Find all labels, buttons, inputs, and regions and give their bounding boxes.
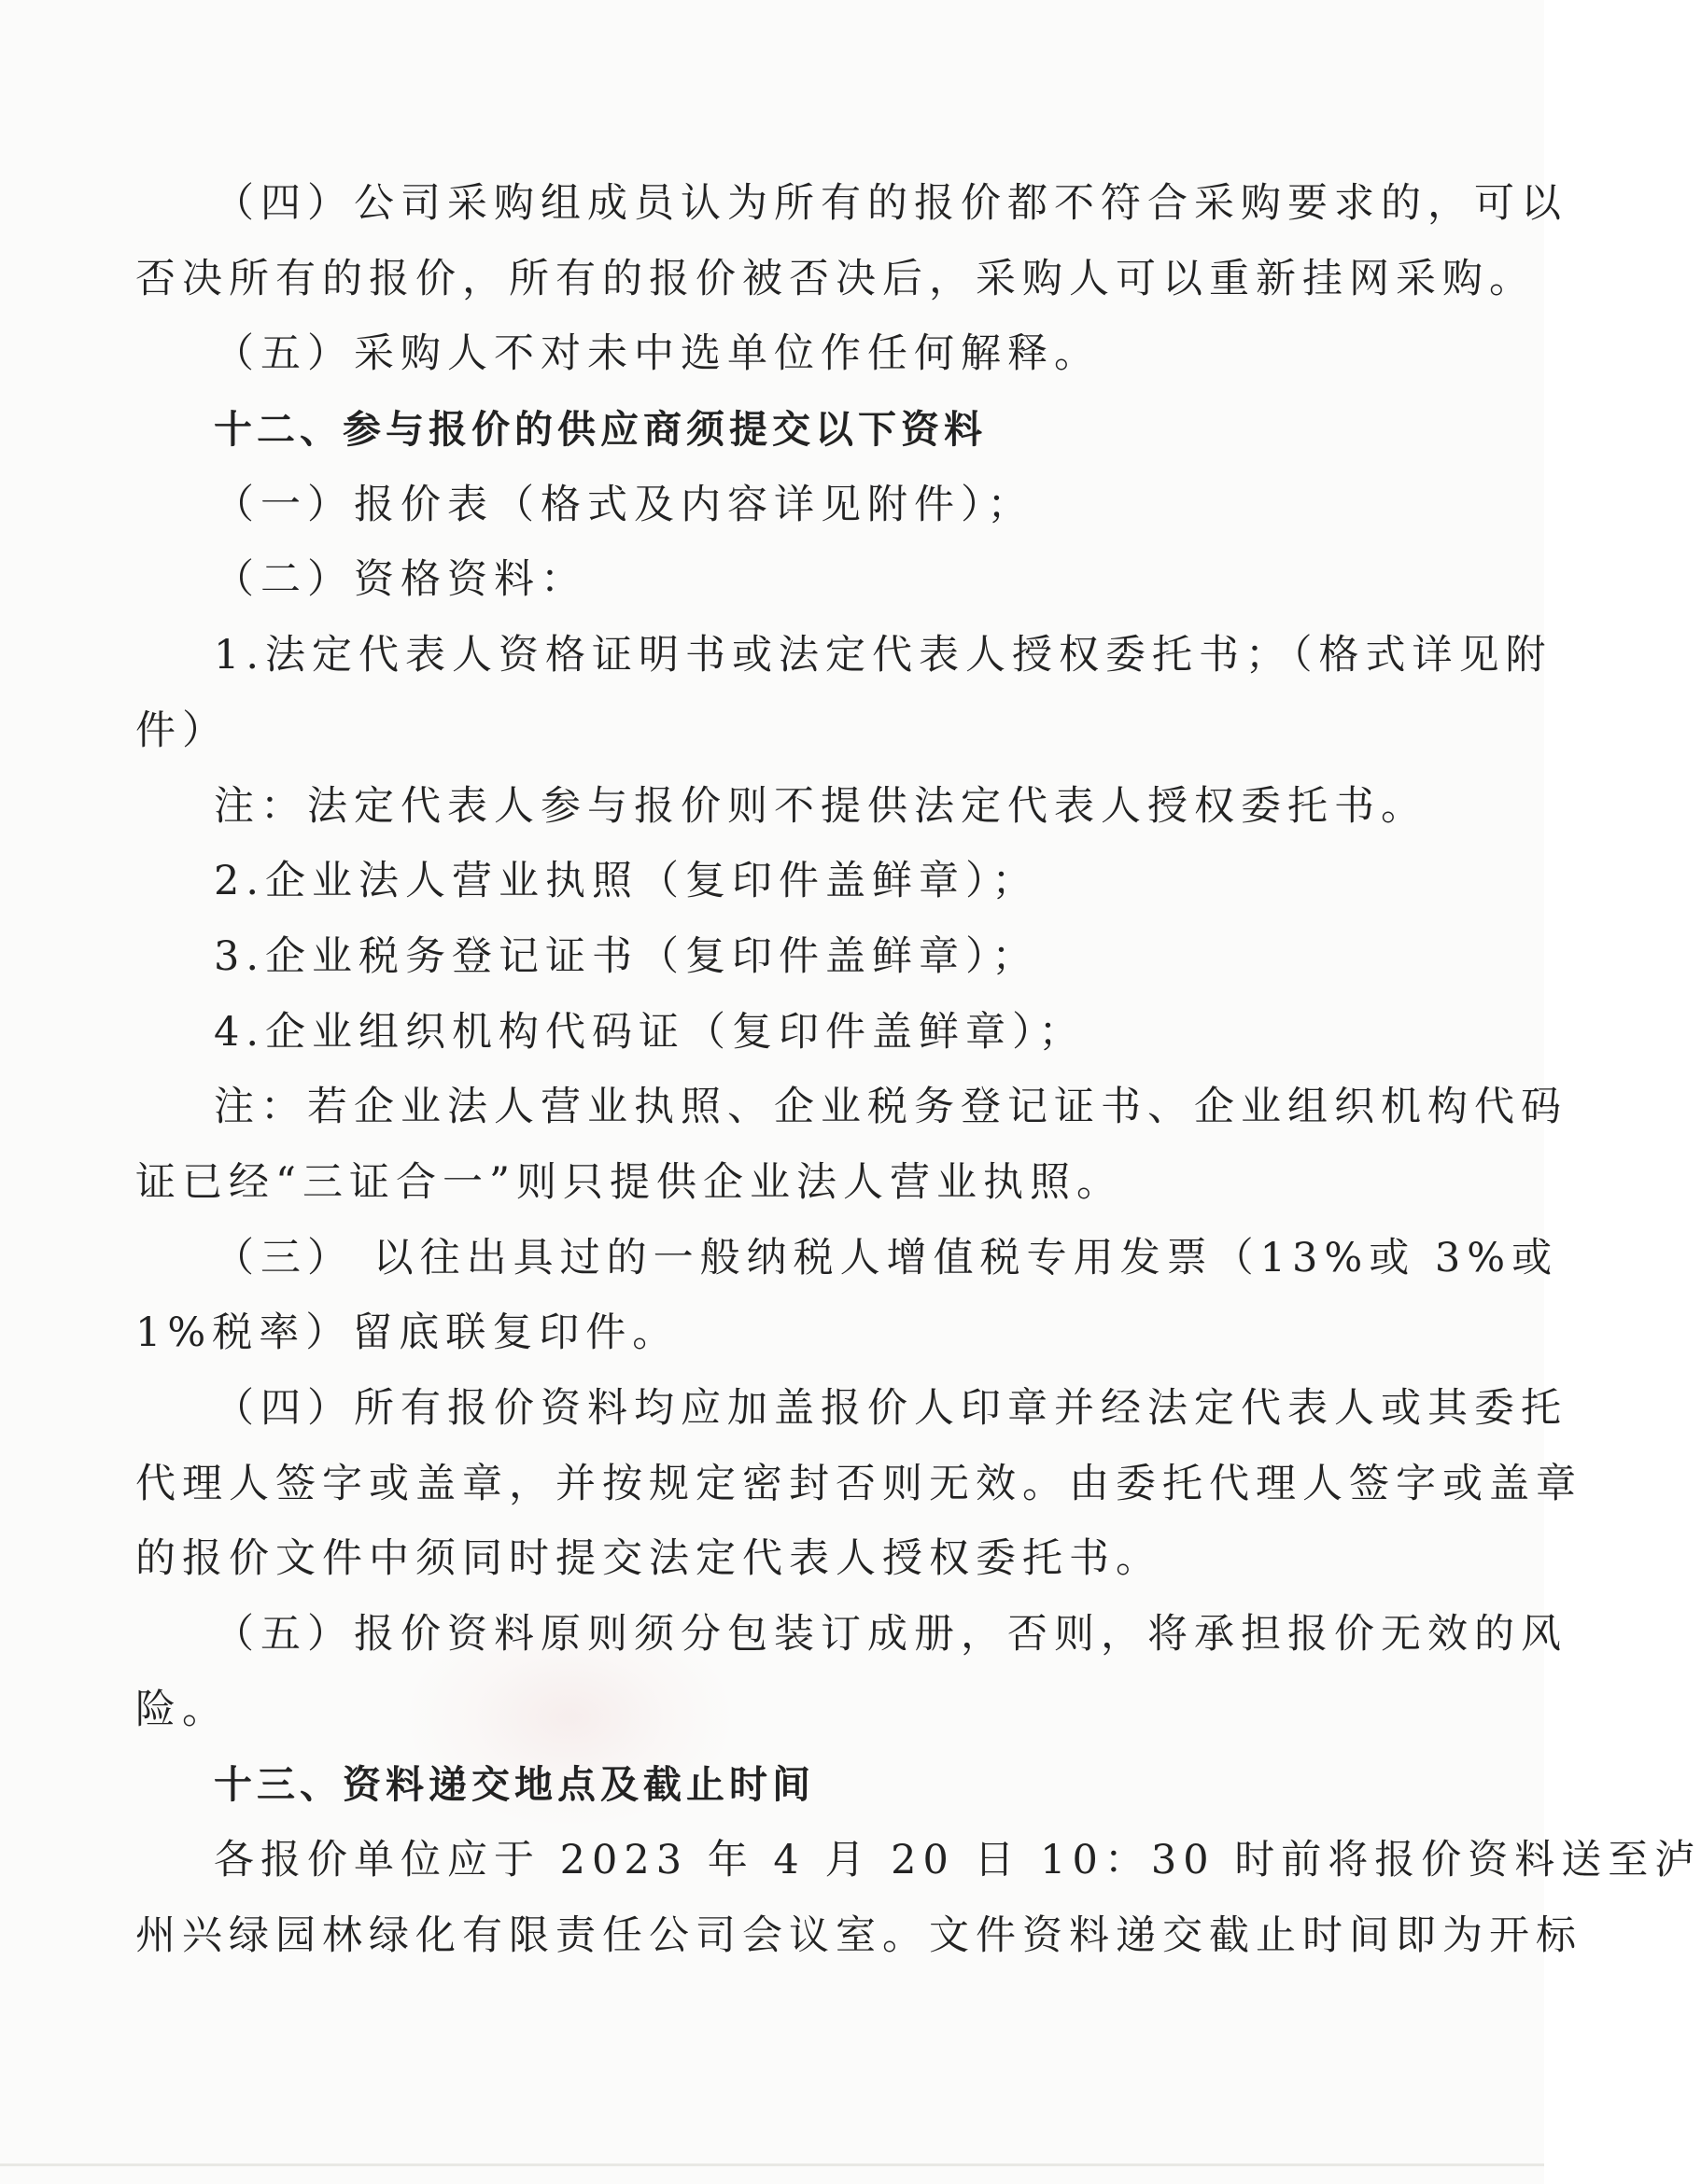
text-line: 州兴绿园林绿化有限责任公司会议室。文件资料递交截止时间即为开标: [135, 1911, 1582, 1959]
text-line: 证已经“三证合一”则只提供企业法人营业执照。: [135, 1158, 1123, 1206]
text-line: 3.企业税务登记证书（复印件盖鲜章）；: [214, 932, 1039, 980]
text-line: 件）: [135, 707, 229, 754]
text-line: （四）所有报价资料均应加盖报价人印章并经法定代表人或其委托: [214, 1385, 1567, 1432]
text-line: 的报价文件中须同时提交法定代表人授权委托书。: [135, 1535, 1162, 1583]
text-line: 否决所有的报价，所有的报价被否决后，采购人可以重新挂网采购。: [135, 255, 1536, 302]
text-line: 2.企业法人营业执照（复印件盖鲜章）；: [214, 858, 1039, 905]
document-body: [135, 166, 1701, 1974]
text-line: 险。: [135, 1686, 229, 1733]
text-line: 1%税率）留底联复印件。: [135, 1309, 680, 1357]
text-line: （一）报价表（格式及内容详见附件）；: [214, 481, 1034, 528]
section-heading: 十二、参与报价的供应商须提交以下资料: [214, 407, 987, 453]
text-line: 4.企业组织机构代码证（复印件盖鲜章）；: [214, 1008, 1086, 1056]
text-line: 各报价单位应于 2023 年 4 月 20 日 10：30 时前将报价资料送至泸: [214, 1837, 1701, 1884]
text-line: （三） 以往出具过的一般纳税人增值税专用发票（13%或 3%或: [214, 1234, 1559, 1281]
text-line: 注：法定代表人参与报价则不提供法定代表人授权委托书。: [214, 782, 1427, 830]
text-line: 代理人签字或盖章，并按规定密封否则无效。由委托代理人签字或盖章: [135, 1460, 1582, 1507]
text-line: 1.法定代表人资格证明书或法定代表人授权委托书；（格式详见附: [214, 632, 1553, 679]
text-line: （五）报价资料原则须分包装订成册，否则，将承担报价无效的风: [214, 1611, 1567, 1659]
section-heading: 十三、资料递交地点及截止时间: [214, 1762, 815, 1808]
page-bottom-edge: [0, 2163, 1544, 2166]
text-line: （二）资格资料：: [214, 556, 587, 604]
text-line: （五）采购人不对未中选单位作任何解释。: [214, 330, 1101, 378]
text-line: 注：若企业法人营业执照、企业税务登记证书、企业组织机构代码: [214, 1084, 1567, 1131]
text-line: （四）公司采购组成员认为所有的报价都不符合采购要求的，可以: [214, 180, 1567, 227]
